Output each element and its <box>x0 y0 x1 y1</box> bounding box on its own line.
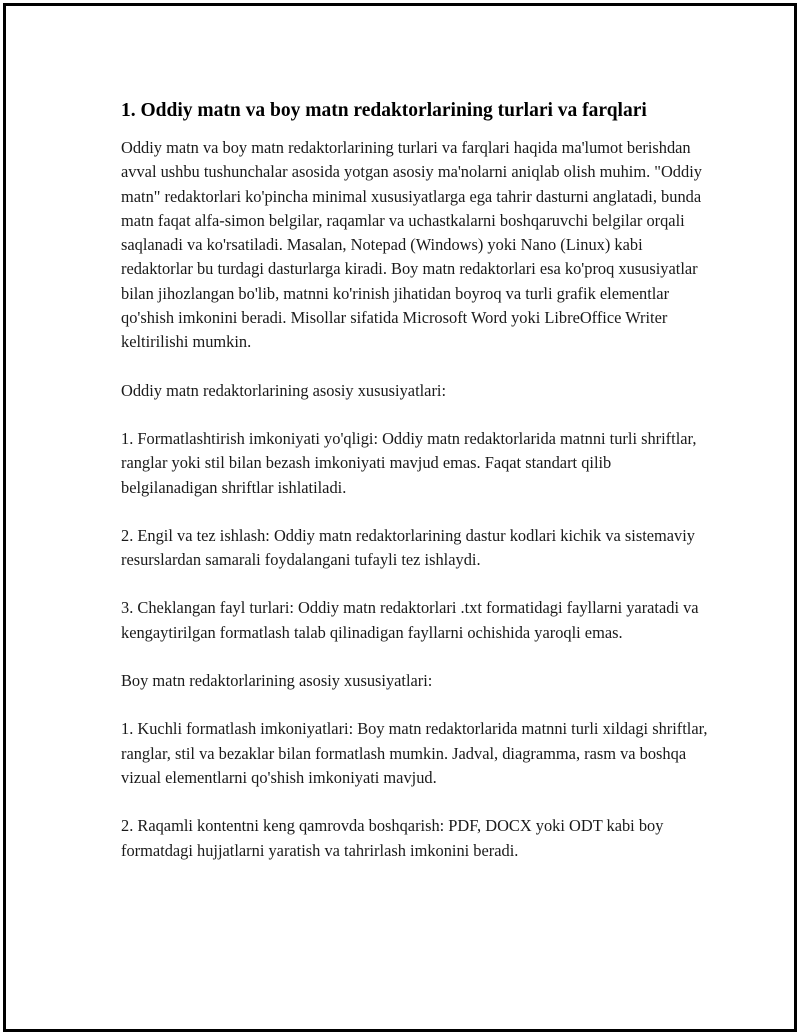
rich-text-feature-2: 2. Raqamli kontentni keng qamrovda boshqarish: PDF, DOCX yoki ODT kabi boy formatdagi hujjatlarni yaratish va tahrirlash imkonini beradi. <box>121 816 664 860</box>
document-title: 1. Oddiy matn va boy matn redaktorlarining turlari va farqlari <box>121 100 647 121</box>
document-body <box>121 98 711 863</box>
intro-paragraph: Oddiy matn va boy matn redaktorlarining turlari va farqlari haqida ma'lumot berishdan avval ushbu tushunchalar asosida yotgan asosiy ma'nolarni aniqlab olish muhim. "Oddiy matn" redaktorlari ko'pincha minimal xususiyatlarga ega tahrir dasturni anglatadi, bunda matn faqat alfa-simon belgilar, raqamlar va uchastkalarni boshqaruvchi belgilar orqali saqlanadi va ko'rsatiladi. Masalan, Notepad (Windows) yoki Nano (Linux) kabi redaktorlar bu turdagi dasturlarga kiradi. Boy matn redaktorlari esa ko'proq xususiyatlar bilan jihozlangan bo'lib, matnni ko'rinish jihatidan boyroq va turli grafik elementlar qo'shish imkonini beradi. Misollar sifatida Microsoft Word yoki LibreOffice Writer keltirilishi mumkin. <box>121 138 702 352</box>
rich-text-feature-1: 1. Kuchli formatlash imkoniyatlari: Boy matn redaktorlarida matnni turli xildagi shriftlar, ranglar, stil va bezaklar bilan formatlash mumkin. Jadval, diagramma, rasm va boshqa vizual elementlarni qo'shish imkoniyati mavjud. <box>121 719 708 787</box>
plain-text-feature-3: 3. Cheklangan fayl turlari: Oddiy matn redaktorlari .txt formatidagi fayllarni yaratadi va kengaytirilgan formatlash talab qilinadigan fayllarni ochishida yaroqli emas. <box>121 598 699 642</box>
plain-text-feature-2: 2. Engil va tez ishlash: Oddiy matn redaktorlarining dastur kodlari kichik va sistemaviy resurslardan samarali foydalangani tufayli tez ishlaydi. <box>121 525 696 570</box>
rich-text-features-heading: Boy matn redaktorlarining asosiy xususiyatlari: <box>121 671 433 691</box>
plain-text-features-heading: Oddiy matn redaktorlarining asosiy xususiyatlari: <box>121 380 447 400</box>
plain-text-feature-1: 1. Formatlashtirish imkoniyati yo'qligi: Oddiy matn redaktorlarida matnni turli shriftlar, ranglar yoki stil bilan bezash imkoniyati mavjud emas. Faqat standart qilib belgilanadigan shriftlar ishlatiladi. <box>121 428 697 497</box>
page-frame <box>3 3 797 1032</box>
